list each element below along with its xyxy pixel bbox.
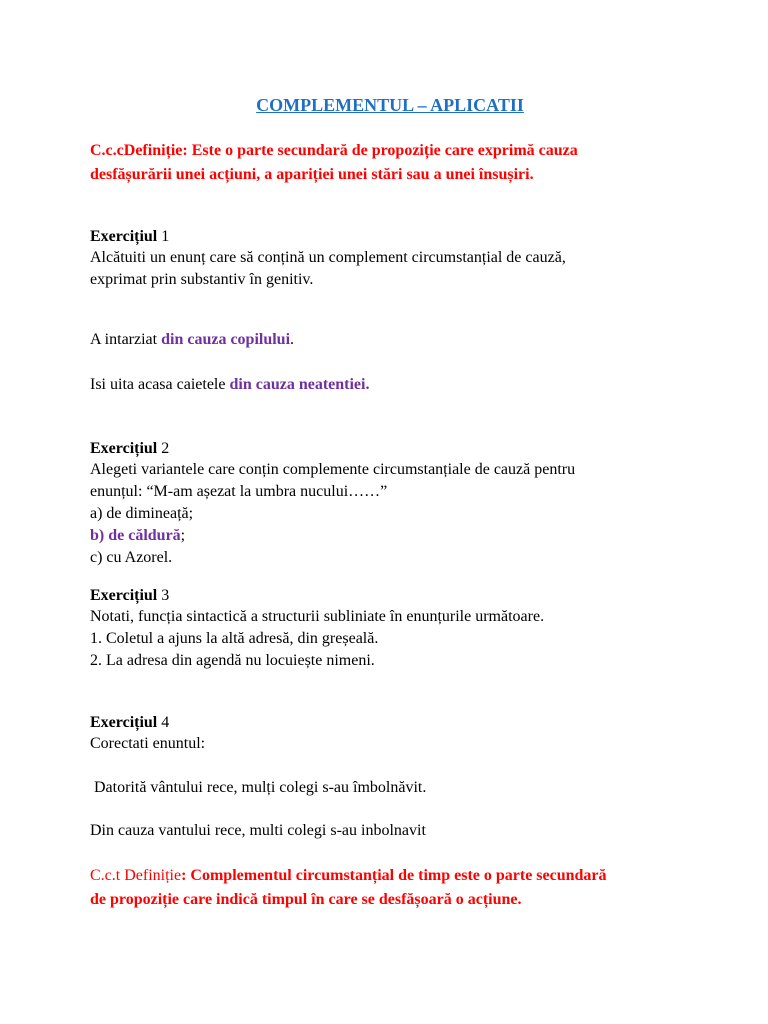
exercise-1-label: Exercițiul bbox=[90, 228, 158, 245]
definition-cauza bbox=[90, 139, 690, 187]
exercise-4-prompt: Corectati enuntul: bbox=[90, 735, 206, 752]
exercise-2-option-b-highlight: b) de căldură bbox=[90, 527, 181, 544]
definition-cauza-line-1: C.c.cDefiniție: Este o parte secundară de propoziție care exprimă cauza bbox=[90, 142, 578, 159]
definition-timp-prefix: C.c.t Definiție bbox=[90, 867, 182, 884]
exercise-3-item-1: 1. Coletul a ajuns la altă adresă, din greșeală. bbox=[90, 630, 379, 647]
exercise-2-number: 2 bbox=[157, 440, 170, 457]
exercise-2-body bbox=[90, 459, 690, 569]
definition-cauza-line-2: desfășurării unei acțiuni, a apariției unei stări sau a unei însușiri. bbox=[90, 166, 534, 183]
exercise-1-answer-1 bbox=[90, 329, 690, 351]
exercise-1-answer-1-end: . bbox=[290, 331, 295, 348]
definition-timp-line-2: de propoziție care indică timpul în care se desfășoară o acțiune. bbox=[90, 891, 522, 908]
exercise-1-answer-1-text: A intarziat bbox=[90, 331, 162, 348]
exercise-4-answer: Din cauza vantului rece, multi colegi s-au inbolnavit bbox=[90, 822, 426, 839]
definition-timp bbox=[90, 864, 690, 912]
exercise-1-answer-2 bbox=[90, 374, 690, 396]
exercise-4-number: 4 bbox=[157, 714, 170, 731]
exercise-3-heading bbox=[90, 585, 690, 607]
exercise-4-sentence: Datorită vântului rece, mulți colegi s-au îmbolnăvit. bbox=[90, 779, 427, 796]
exercise-1-number: 1 bbox=[157, 228, 170, 245]
exercise-3-body bbox=[90, 606, 690, 672]
exercise-4-heading bbox=[90, 712, 690, 734]
exercise-4-label: Exercițiul bbox=[90, 714, 158, 731]
exercise-2-option-b bbox=[90, 525, 690, 547]
exercise-1-answer-2-text: Isi uita acasa caietele bbox=[90, 376, 230, 393]
exercise-1-prompt bbox=[90, 247, 690, 291]
exercise-2-option-c: c) cu Azorel. bbox=[90, 549, 173, 566]
exercise-2-prompt-line-1: Alegeti variantele care conțin complemente circumstanțiale de cauză pentru bbox=[90, 461, 576, 478]
exercise-3-label: Exercițiul bbox=[90, 587, 158, 604]
exercise-2-label: Exercițiul bbox=[90, 440, 158, 457]
exercise-3-number: 3 bbox=[157, 587, 170, 604]
exercise-1-answer-2-highlight: din cauza neatentiei. bbox=[229, 376, 370, 393]
exercise-3-prompt: Notati, funcția sintactică a structurii subliniate în enunțurile următoare. bbox=[90, 608, 545, 625]
exercise-1-prompt-line-2: exprimat prin substantiv în genitiv. bbox=[90, 271, 314, 288]
exercise-2-prompt-line-2: enunțul: “M-am așezat la umbra nucului……” bbox=[90, 483, 388, 500]
document-title: COMPLEMENTUL – APLICATII bbox=[256, 95, 524, 115]
exercise-1-heading bbox=[90, 226, 690, 248]
definition-timp-line-1 bbox=[90, 864, 690, 888]
exercise-2-heading bbox=[90, 438, 690, 460]
exercise-1-prompt-line-1: Alcătuiti un enunț care să conțină un complement circumstanțial de cauză, bbox=[90, 249, 566, 266]
exercise-2-option-b-end: ; bbox=[180, 527, 186, 544]
definition-timp-line-1-text: : Complementul circumstanțial de timp este o parte secundară bbox=[181, 867, 607, 884]
exercise-1-answer-1-highlight: din cauza copilului bbox=[161, 331, 291, 348]
exercise-3-item-2: 2. La adresa din agendă nu locuiește nimeni. bbox=[90, 652, 375, 669]
exercise-2-option-a: a) de dimineață; bbox=[90, 505, 194, 522]
